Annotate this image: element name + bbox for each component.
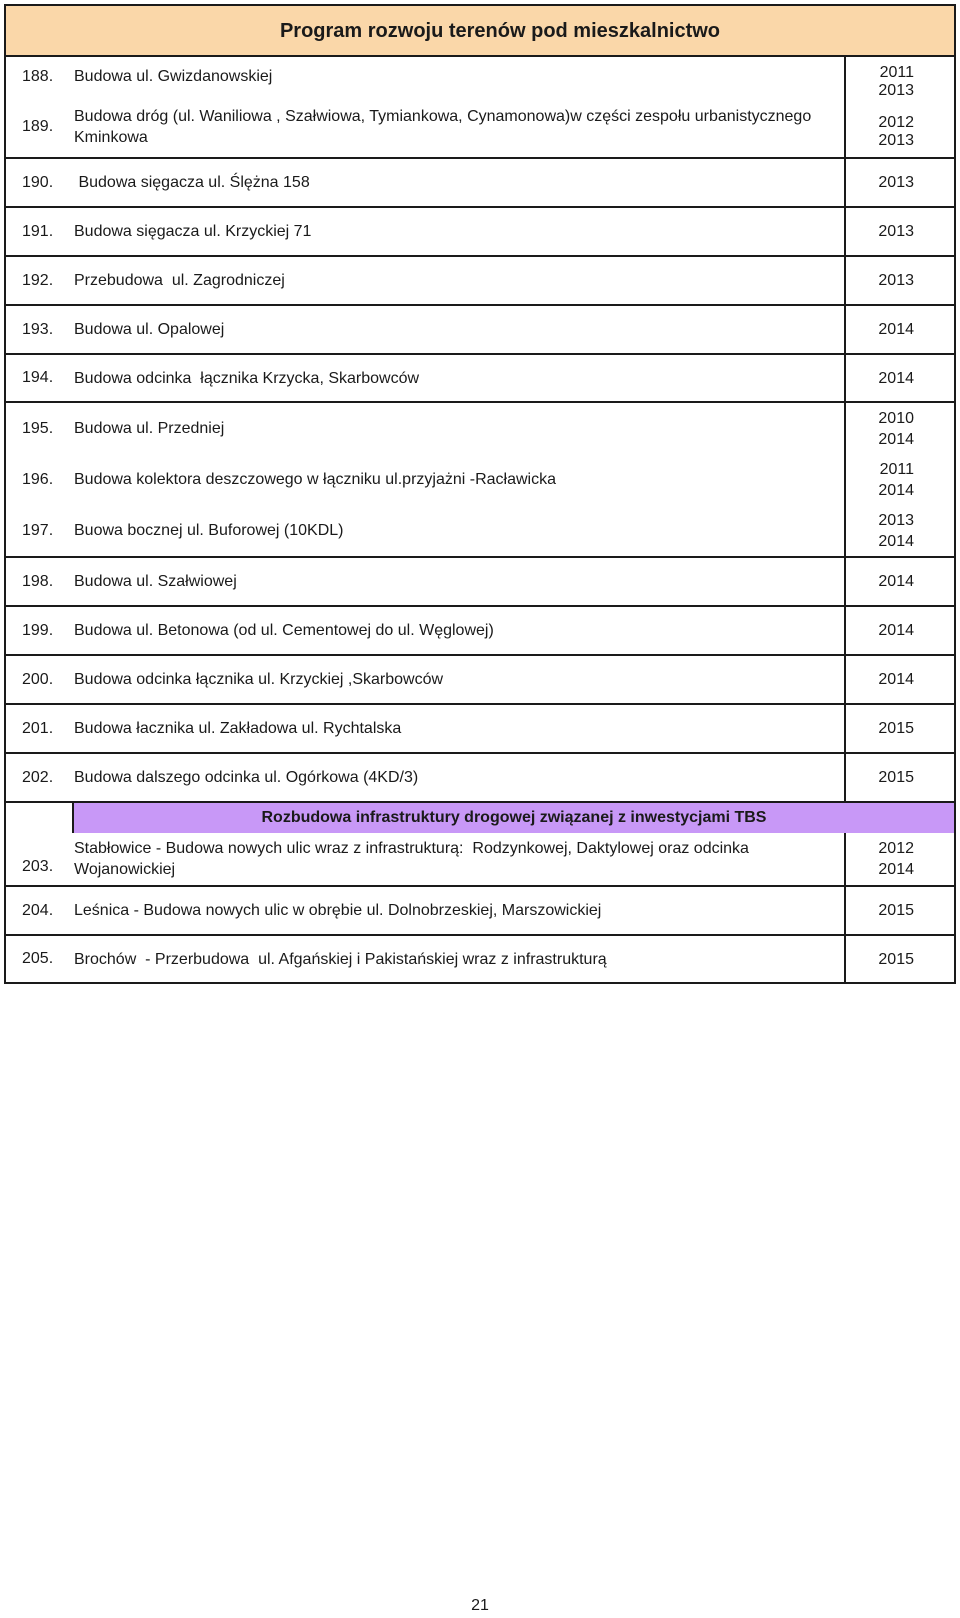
row-description: Budowa dalszego odcinka ul. Ogórkowa (4KD/3)	[74, 769, 419, 786]
year-end: 2014	[878, 861, 914, 878]
row-year: 2014	[844, 306, 954, 353]
year-end: 2013	[878, 82, 914, 99]
row-year: 2013	[844, 159, 954, 206]
table-row	[6, 934, 954, 982]
table-row-group-195-197	[6, 401, 954, 556]
row-year: 2015	[844, 887, 954, 934]
row-years	[844, 833, 954, 885]
row-number: 201.	[22, 719, 54, 737]
table-row	[6, 752, 954, 801]
row-description: Budowa ul. Gwizdanowskiej	[74, 68, 273, 86]
table-row	[6, 605, 954, 654]
table-title: Program rozwoju terenów pod mieszkalnictwo	[279, 20, 721, 42]
row-description: Budowa odcinka łącznika Krzycka, Skarbowców	[74, 369, 420, 387]
row-year: 2014	[844, 656, 954, 703]
table-row	[6, 885, 954, 934]
row-description: Budowa sięgacza ul. Krzyckiej 71	[74, 223, 312, 240]
row-number: 194.	[22, 369, 54, 386]
row-description: Budowa kolektora deszczowego w łączniku ul.przyjażni -Racławicka	[74, 471, 556, 488]
row-description: Buowa bocznej ul. Buforowej (10KDL)	[74, 522, 344, 539]
table-row	[6, 505, 844, 556]
row-number: 189.	[22, 118, 54, 136]
row-number: 204.	[22, 901, 54, 919]
row-year: 2013	[844, 257, 954, 304]
row-description: Przebudowa ul. Zagrodniczej	[74, 272, 285, 289]
row-years	[844, 57, 954, 157]
row-number: 191.	[22, 222, 54, 240]
row-description: Leśnica - Budowa nowych ulic w obrębie ul. Dolnobrzeskiej, Marszowickiej	[74, 902, 602, 919]
table-row	[6, 157, 954, 206]
year-end: 2014	[878, 532, 914, 550]
row-year: 2014	[844, 607, 954, 654]
row-number: 205.	[22, 950, 54, 967]
investment-table	[4, 4, 956, 984]
year-start: 2013	[878, 511, 914, 529]
row-number: 198.	[22, 572, 54, 590]
section-header	[6, 801, 954, 833]
row-description: Budowa ul. Opalowej	[74, 321, 225, 338]
year-start: 2010	[878, 409, 914, 427]
row-description: Budowa ul. Betonowa (od ul. Cementowej do ul. Węglowej)	[74, 622, 494, 639]
table-row	[6, 66, 844, 87]
year-end: 2013	[878, 132, 914, 149]
table-row	[6, 255, 954, 304]
row-year: 2013	[844, 208, 954, 255]
row-number: 199.	[22, 621, 54, 639]
table-row	[6, 353, 954, 401]
table-header	[6, 6, 954, 55]
row-year: 2015	[844, 936, 954, 982]
year-start: 2011	[879, 64, 914, 81]
table-row-group-188-189	[6, 55, 954, 157]
table-row	[6, 106, 844, 148]
row-number: 190.	[22, 173, 54, 191]
row-year: 2015	[844, 705, 954, 752]
row-year: 2015	[844, 754, 954, 801]
row-number: 203.	[22, 858, 54, 875]
row-number: 193.	[22, 320, 54, 338]
row-number: 196.	[22, 470, 54, 488]
row-description: Budowa odcinka łącznika ul. Krzyckiej ,Skarbowców	[74, 671, 444, 688]
page-number: 21	[471, 1597, 489, 1614]
table-row	[6, 833, 954, 885]
row-years	[844, 403, 954, 556]
row-number: 188.	[22, 68, 54, 86]
table-row	[6, 703, 954, 752]
row-number: 202.	[22, 768, 54, 786]
table-row	[6, 654, 954, 703]
row-description: Brochów - Przerbudowa ul. Afgańskiej i Pakistańskiej wraz z infrastrukturą	[74, 950, 607, 968]
table-row	[6, 206, 954, 255]
row-year: 2014	[844, 558, 954, 605]
year-end: 2014	[878, 430, 914, 448]
section-title: Rozbudowa infrastruktury drogowej związanej z inwestycjami TBS	[72, 803, 954, 833]
row-description: Budowa ul. Szałwiowej	[74, 573, 237, 590]
row-number: 197.	[22, 521, 54, 539]
row-number: 200.	[22, 670, 54, 688]
row-number: 192.	[22, 271, 54, 289]
year-start: 2012	[878, 840, 914, 857]
year-start: 2011	[879, 460, 914, 478]
row-description: Budowa ul. Przedniej	[74, 420, 225, 437]
row-description: Stabłowice - Budowa nowych ulic wraz z infrastrukturą: Rodzynkowej, Daktylowej oraz odcinka Wojanowickiej	[74, 840, 754, 878]
year-end: 2014	[878, 481, 914, 499]
row-description: Budowa sięgacza ul. Ślężna 158	[74, 174, 310, 191]
table-row	[6, 556, 954, 605]
year-start: 2012	[878, 114, 914, 131]
table-row	[6, 304, 954, 353]
row-year: 2014	[844, 355, 954, 401]
table-row	[6, 403, 844, 454]
row-description: Budowa dróg (ul. Waniliowa , Szałwiowa, Tymiankowa, Cynamonowa)w części zespołu urbanistycznego Kminkowa	[74, 107, 812, 146]
table-row	[6, 454, 844, 505]
row-number: 195.	[22, 419, 54, 437]
row-description: Budowa łacznika ul. Zakładowa ul. Rychtalska	[74, 720, 402, 737]
